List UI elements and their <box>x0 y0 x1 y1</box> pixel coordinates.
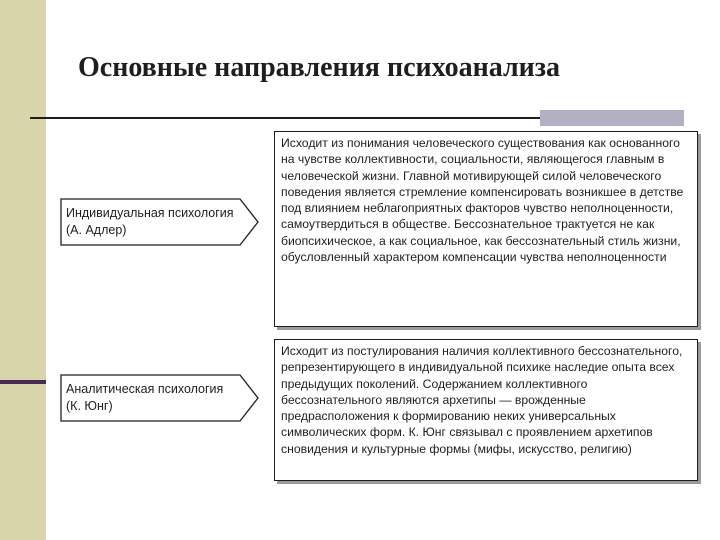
row-description-adler: Исходит из понимания человеческого существования как основанного на чувстве коллективности, социальности, являющегося главным в человеческой жизни. Главной мотивирующей силой человеческого поведения является стремление компенсировать возникшее в детстве под влиянием неблагоприятных факторов чувство неполноценности, самоутвердиться в обществе. Бессознательное трактуется не как биопсихическое, а как социальное, как бессознательный стиль жизни, обусловленный характером компенсации чувства неполноценности <box>274 131 698 327</box>
row-description-jung: Исходит из постулирования наличия коллективного бессознательного, репрезентирующего в индивидуальной психике наследие опыта всех предыдущих поколений. Содержанием коллективного бессознательного являются архетипы — врожденные предрасположения к формированию неких универсальных символических форм. К. Юнг связывал с проявлением архетипов сновидения и культурные формы (мифы, искусство, религию) <box>274 339 698 481</box>
title-accent-block <box>540 110 684 126</box>
slide-title: Основные направления психоанализа <box>78 52 561 83</box>
decorative-side-bar <box>0 0 46 540</box>
row-label-text: Индивидуальная психология (А. Адлер) <box>66 206 234 237</box>
row-label-jung <box>60 374 260 422</box>
row-label-adler <box>60 198 260 246</box>
row-label-text: Аналитическая психология (К. Юнг) <box>66 382 224 413</box>
side-bar-accent-line <box>0 380 46 384</box>
